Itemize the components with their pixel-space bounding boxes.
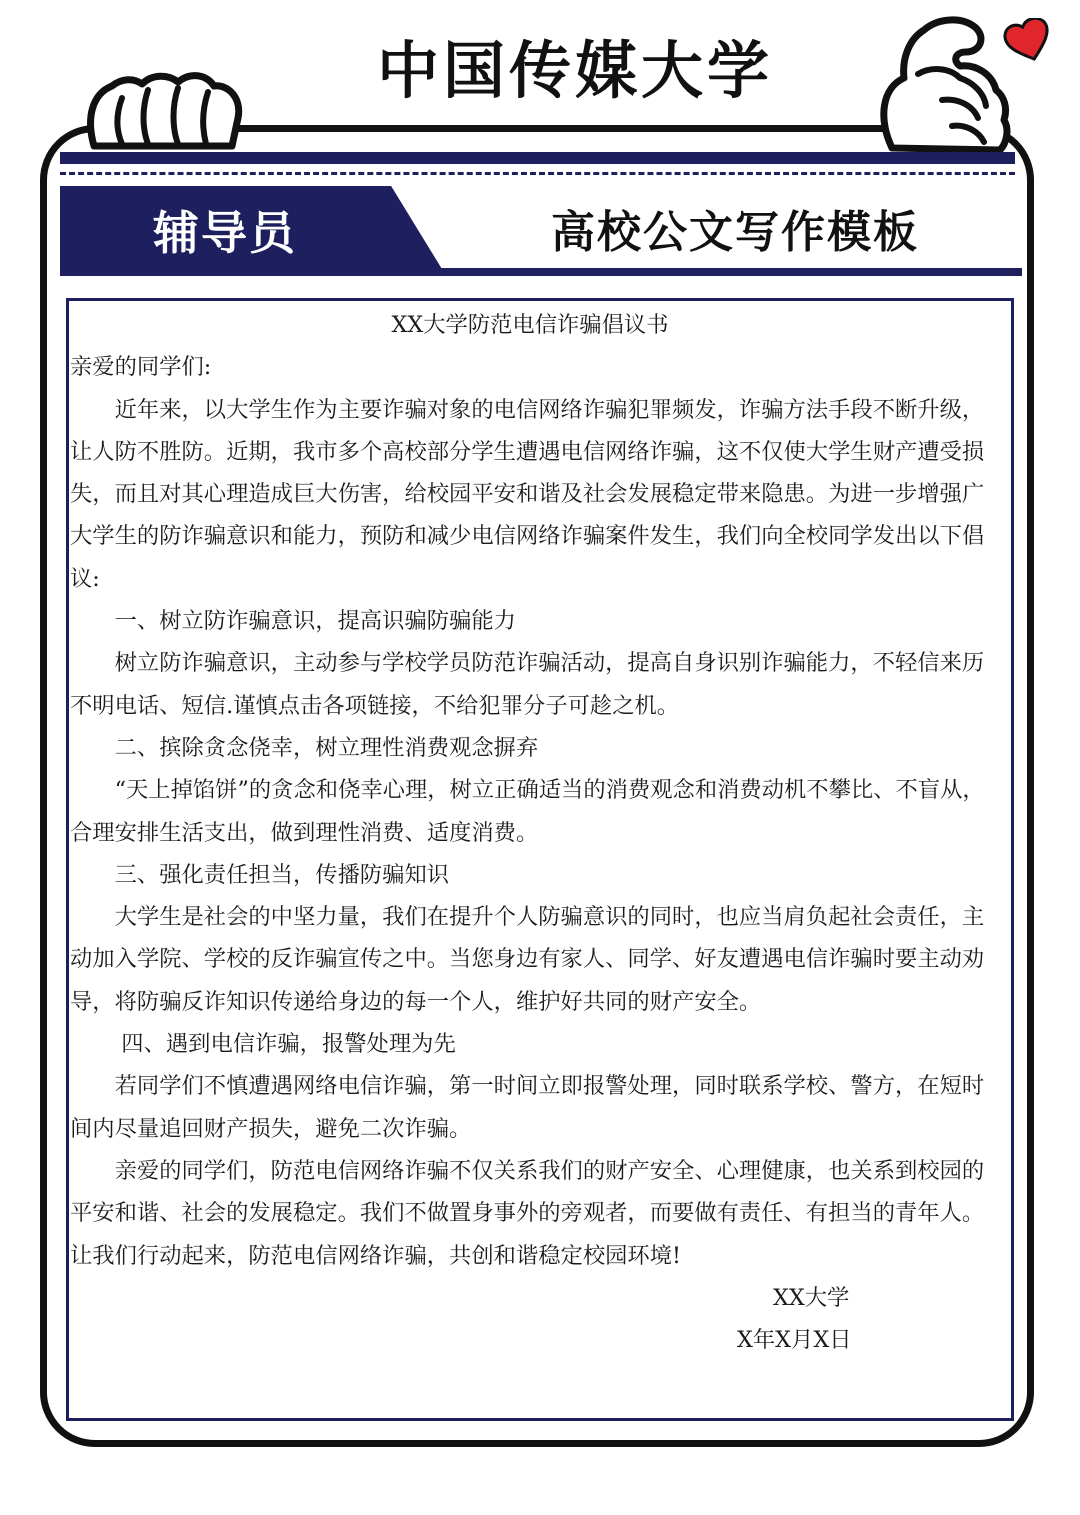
- salutation: 亲爱的同学们:: [70, 354, 212, 381]
- section-body: “天上掉馅饼”的贪念和侥幸心理，树立正确适当的消费观念和消费动机不攀比、不盲从，合理安排生活支出，做到理性消费、适度消费。: [70, 777, 985, 846]
- signature: XX大学: [773, 1284, 850, 1311]
- banner-title: 高校公文写作模板: [551, 207, 919, 258]
- right-hand-illustration: [872, 8, 1022, 158]
- top-band: [60, 152, 1015, 164]
- university-title: 中国传媒大学: [300, 30, 850, 116]
- document-body: [70, 304, 1000, 1361]
- document-title: XX大学防范电信诈骗倡议书: [391, 312, 669, 338]
- left-fist-illustration: [82, 58, 252, 158]
- section-body: 若同学们不慎遭遇网络电信诈骗，第一时间立即报警处理，同时联系学校、警方，在短时间内尽量追回财产损失，避免二次诈骗。: [70, 1073, 985, 1142]
- banner-label: 辅导员: [153, 206, 297, 260]
- date: X年X月X日: [737, 1327, 852, 1354]
- section-body: 大学生是社会的中坚力量，我们在提升个人防骗意识的同时，也应当肩负起社会责任，主动加入学院、学校的反诈骗宣传之中。当您身边有家人、同学、好友遭遇电信诈骗时要主动劝导，将防骗反诈知识传递给身边的每一个人，维护好共同的财产安全。: [70, 904, 985, 1015]
- banner-underline: [60, 268, 1022, 276]
- closing-paragraph: 亲爱的同学们，防范电信网络诈骗不仅关系我们的财产安全、心理健康，也关系到校园的平安和谐、社会的发展稳定。我们不做置身事外的旁观者，而要做有责任、有担当的青年人。让我们行动起来，防范电信网络诈骗，共创和谐稳定校园环境!: [70, 1157, 985, 1269]
- section-heading: 二、摈除贪念侥幸，树立理性消费观念摒弃: [114, 734, 539, 761]
- section-body: 树立防诈骗意识，主动参与学校学员防范诈骗活动，提高自身识别诈骗能力，不轻信来历不明电话、短信.谨慎点击各项链接，不给犯罪分子可趁之机。: [70, 650, 985, 719]
- section-heading: 三、强化责任担当，传播防骗知识: [114, 861, 450, 888]
- heart-icon: [1003, 18, 1053, 64]
- dashed-divider: [60, 172, 1015, 175]
- section-heading: 四、遇到电信诈骗，报警处理为先: [121, 1031, 456, 1058]
- intro-paragraph: 近年来，以大学生作为主要诈骗对象的电信网络诈骗犯罪频发，诈骗方法手段不断升级，让人防不胜防。近期，我市多个高校部分学生遭遇电信网络诈骗，这不仅使大学生财产遭受损失，而且对其心理造成巨大伤害，给校园平安和谐及社会发展稳定带来隐患。为进一步增强广大学生的防诈骗意识和能力，预防和减少电信网络诈骗案件发生，我们向全校同学发出以下倡议:: [70, 396, 985, 592]
- section-heading: 一、树立防诈骗意识，提高识骗防骗能力: [114, 608, 516, 635]
